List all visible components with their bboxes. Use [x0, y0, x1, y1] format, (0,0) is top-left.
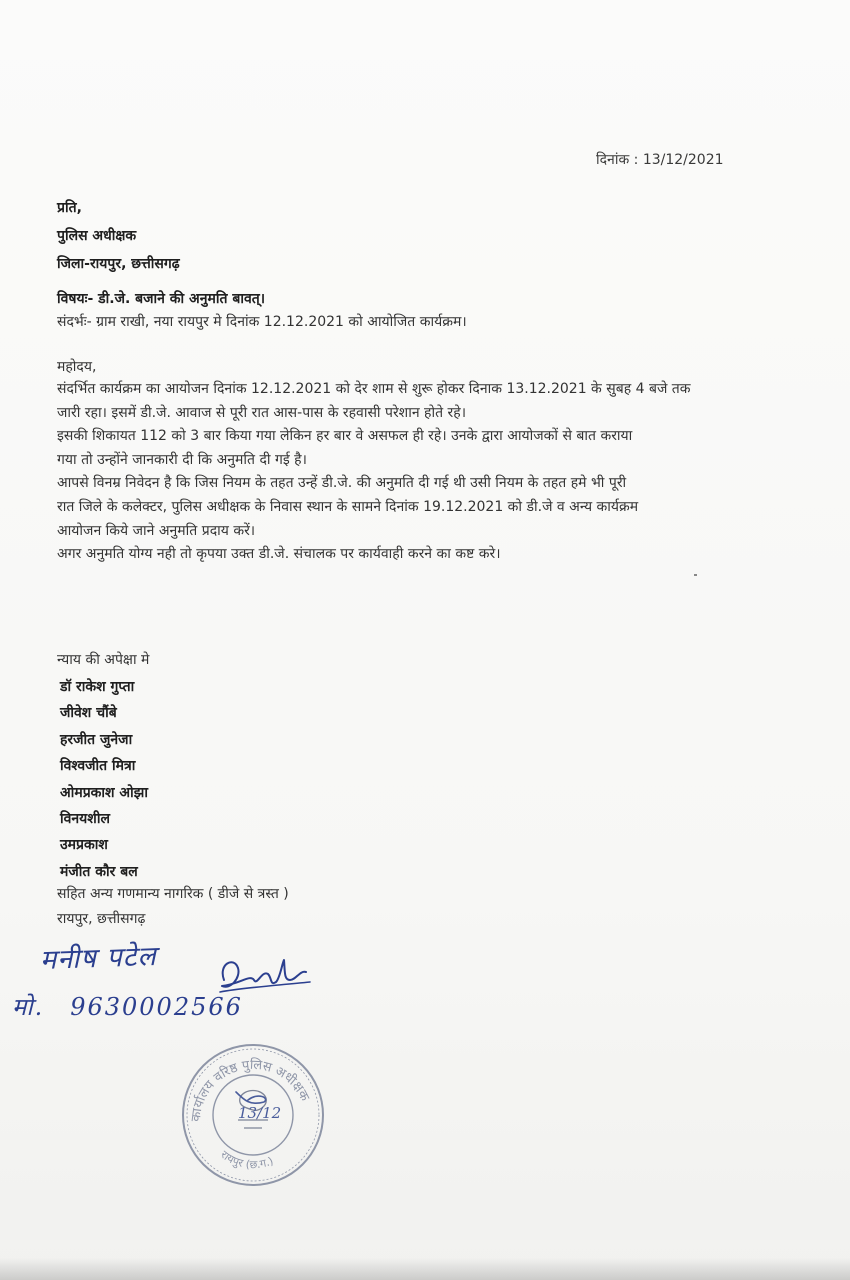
signatory-name: जीवेश चौंबे	[60, 705, 117, 722]
body-line: इसकी शिकायत 112 को 3 बार किया गया लेकिन हर बार वे असफल ही रहे। उनके द्वारा आयोजकों से बात कराया	[57, 428, 633, 445]
closing-line: न्याय की अपेक्षा मे	[57, 652, 150, 668]
recipient-address	[57, 194, 180, 278]
signatory-name: डॉ राकेश गुप्ता	[60, 679, 135, 695]
recipient-line: पुलिस अधीक्षक	[57, 228, 137, 244]
signatory-name: ओमप्रकाश ओझा	[60, 784, 148, 801]
svg-text:रायपुर (छ.ग.)	[218, 1148, 275, 1171]
recipient-line: प्रति,	[57, 200, 82, 216]
letter-date: दिनांक : 13/12/2021	[596, 152, 724, 168]
handwritten-mobile	[12, 990, 243, 1023]
seal-bottom-text: रायपुर (छ.ग.)	[218, 1148, 276, 1172]
with-others-line: सहित अन्य गणमान्य नागरिक ( डीजे से त्रस्त )	[57, 886, 289, 902]
body-line: जारी रहा। इसमें डी.जे. आवाज से पूरी रात आस-पास के रहवासी परेशान होते रहे।	[57, 404, 467, 421]
seal-handwritten-date: 13/12	[238, 1104, 282, 1122]
signatory-name: विश्वजीत मित्रा	[60, 758, 136, 775]
body-line: गया तो उन्होंने जानकारी दी कि अनुमति दी गई है।	[57, 451, 307, 468]
signatory-name: हरजीत जुनेजा	[60, 731, 133, 748]
recipient-line: जिला-रायपुर, छत्तीसगढ़	[57, 256, 180, 272]
body-line: आपसे विनम्र निवेदन है कि जिस नियम के तहत उन्हें डी.जे. की अनुमति दी गई थी उसी नियम के तहत हमे भी पूरी	[57, 475, 627, 492]
signatory-name: विनयशील	[60, 811, 110, 828]
body-line: आयोजन किये जाने अनुमति प्रदाय करें।	[57, 522, 256, 539]
mobile-label: मो.	[12, 993, 45, 1021]
letter-subject: विषयः- डी.जे. बजाने की अनुमति बावत्।	[57, 291, 266, 307]
signatory-name: उमप्रकाश	[60, 837, 108, 854]
place-line: रायपुर, छत्तीसगढ़	[57, 911, 146, 927]
handwritten-name: मनीष पटेल	[39, 940, 158, 977]
letter-body	[57, 378, 782, 567]
body-line: संदर्भित कार्यक्रम का आयोजन दिनांक 12.12.2021 को देर शाम से शुरू होकर दिनाक 13.12.2021 के सुबह 4 बजे तक	[57, 381, 691, 397]
signatory-name: मंजीत कौर बल	[60, 863, 138, 880]
seal-top-text: कार्यालय वरिष्ठ पुलिस अधीक्षक	[188, 1057, 313, 1123]
body-line: रात जिले के कलेक्टर, पुलिस अधीक्षक के निवास स्थान के सामने दिनांक 19.12.2021 को डी.जे व अन्य कार्यक्रम	[57, 498, 639, 515]
salutation: महोदय,	[57, 359, 97, 375]
office-seal	[178, 1040, 328, 1194]
mobile-number: 9630002566	[70, 993, 243, 1021]
signatory-list	[60, 674, 148, 885]
paper-speck	[694, 574, 697, 576]
body-line: अगर अनुमति योग्य नही तो कृपया उक्त डी.जे. संचालक पर कार्यवाही करने का कष्ट करे।	[57, 546, 501, 563]
letter-reference: संदर्भः- ग्राम राखी, नया रायपुर मे दिनांक 12.12.2021 को आयोजित कार्यक्रम।	[57, 314, 467, 330]
